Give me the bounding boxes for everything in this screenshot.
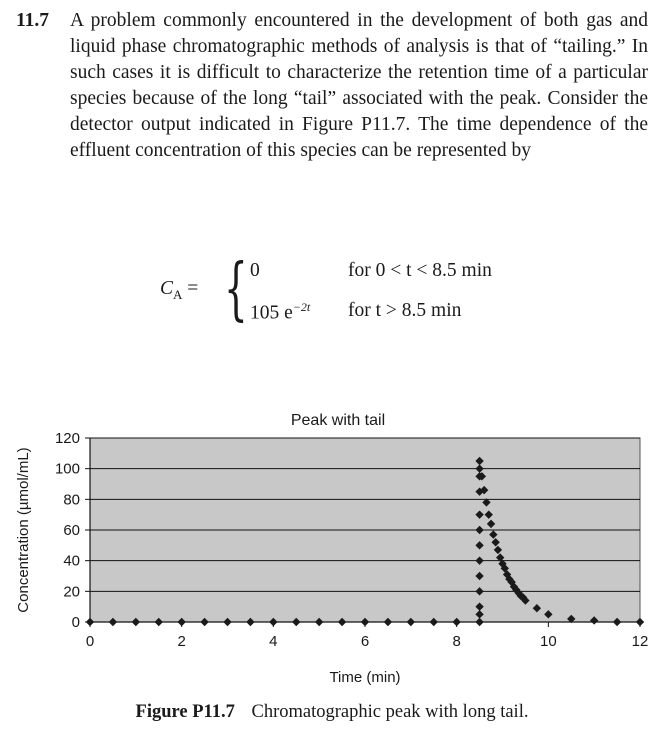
case2-condition: for t > 8.5 min (348, 300, 462, 321)
x-tick-label: 8 (452, 633, 461, 650)
x-axis-label: Time (min) (329, 669, 401, 686)
problem-text: A problem commonly encountered in the development of both gas and liquid phase chromatographic methods of analysis is that of “tailing.” In such cases it is difficult to characterize the retention time of a particular species because of the long “tail” associated with the peak. Consider the detector output indicated in Figure P11.7. The time dependence of the effluent concentration of this species can be represented by (70, 10, 648, 161)
x-tick-label: 12 (631, 633, 649, 650)
caption-text: Chromatographic peak with long tail. (251, 702, 529, 722)
y-tick-label: 80 (63, 491, 80, 509)
y-tick-label: 40 (63, 552, 80, 570)
left-brace: { (224, 250, 248, 329)
case2-expression (250, 300, 310, 325)
y-tick-label: 120 (54, 430, 80, 447)
caption-label: Figure P11.7 (135, 702, 235, 722)
lhs-subscript: A (173, 286, 183, 302)
case2-coefficient: 105 e (250, 302, 293, 324)
x-tick-label: 2 (177, 633, 186, 650)
y-tick-label: 0 (71, 614, 80, 631)
problem-statement (16, 8, 648, 164)
case1-expression: 0 (250, 260, 260, 281)
chart-title: Peak with tail (290, 412, 386, 429)
y-axis-label: Concentration (µmol/mL) (15, 447, 32, 613)
scatter-chart (0, 395, 664, 695)
y-tick-label: 60 (63, 522, 80, 539)
problem-number: 11.7 (16, 10, 50, 31)
figure-caption (0, 702, 664, 723)
x-tick-label: 10 (539, 633, 557, 650)
x-tick-label: 4 (269, 633, 278, 650)
x-tick-label: 6 (360, 633, 370, 650)
case1-condition: for 0 < t < 8.5 min (348, 260, 492, 281)
case2-exponent: −2t (292, 300, 311, 314)
equals-sign: = (187, 278, 199, 299)
y-tick-label: 100 (54, 460, 80, 478)
chart-container (0, 395, 664, 700)
equation-lhs (160, 278, 198, 303)
lhs-variable: C (160, 278, 174, 299)
x-tick-label: 0 (85, 633, 95, 650)
y-tick-label: 20 (63, 583, 80, 601)
piecewise-equation (160, 250, 600, 336)
